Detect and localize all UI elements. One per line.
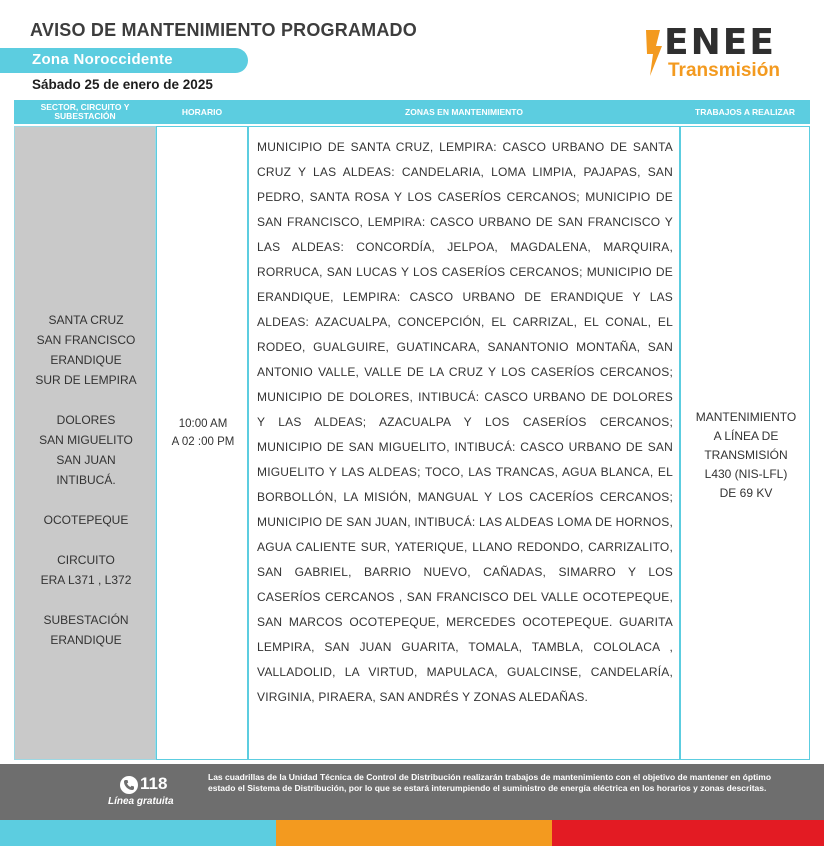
sector-gap (15, 590, 157, 610)
cell-zonas (248, 126, 680, 760)
phone-label: Línea gratuita (108, 796, 174, 807)
header-sector: SECTOR, CIRCUITO Y SUBESTACIÓN (40, 102, 130, 121)
sector-line: ERANDIQUE (50, 633, 122, 647)
date-label: Sábado 25 de enero de 2025 (32, 77, 213, 92)
sector-line: SANTA CRUZ (48, 313, 124, 327)
trabajos-text (681, 408, 811, 503)
trabajos-line: L430 (NIS-LFL) (704, 467, 788, 481)
sector-line: OCOTEPEQUE (43, 513, 129, 527)
sector-gap (15, 390, 157, 410)
trabajos-line: DE 69 KV (719, 486, 773, 500)
sector-line: SAN FRANCISCO (36, 333, 136, 347)
footer-notice: Las cuadrillas de la Unidad Técnica de Control de Distribución realizarán trabajos de mantenimiento con el objetivo de mantener en óptimo estado el Sistema de Distribución, por lo que se estará interumpiendo el suministro de energía eléctrica en los horarios y zonas descritas. (208, 772, 772, 793)
table-row (14, 126, 810, 760)
phone-icon (120, 776, 138, 794)
trabajos-line: A LÍNEA DE (713, 429, 779, 443)
logo-name: ENEE (664, 22, 776, 63)
stripe-cyan (0, 820, 276, 846)
header-zonas: ZONAS EN MANTENIMIENTO (405, 106, 523, 117)
sector-gap (15, 530, 157, 550)
sector-list (15, 310, 157, 650)
sector-line: SUR DE LEMPIRA (35, 373, 137, 387)
sector-line: SAN JUAN (56, 453, 116, 467)
sector-gap (15, 490, 157, 510)
phone-block (108, 774, 188, 814)
sector-line: SAN MIGUELITO (39, 433, 133, 447)
zonas-text: MUNICIPIO DE SANTA CRUZ, LEMPIRA: CASCO URBANO DE SANTA CRUZ Y LAS ALDEAS: CANDELARIA, LOMA LIMPIA, PAJAPAS, SAN PEDRO, SANTA ROSA Y LOS CASERÍOS CERCANOS; MUNICIPIO DE SAN FRANCISCO, LEMPIRA: CASCO URBANO DE SAN FRANCISCO Y LAS ALDEAS: CONCORDÍA, JELPOA, MAGDALENA, MARQUIRA, RORRUCA, SAN LUCAS Y LOS CASERÍOS CERCANOS; MUNICIPIO DE ERANDIQUE, LEMPIRA: CASCO URBANO DE ERANDIQUE Y LAS ALDEAS: AZACUALPA, CONCEPCIÓN, EL CARRIZAL, EL CONAL, EL RODEO, GUALGUIRE, GUATINCARA, SANANTONIO MONTAÑA, SAN ANTONIO VALLE, VALLE DE LA CRUZ Y LOS CASERÍOS CERCANOS; MUNICIPIO DE DOLORES, INTIBUCÁ: CASCO URBANO DE DOLORES Y LAS ALDEAS; AZACUALPA Y LOS CASERÍOS CERCANOS; MUNICIPIO DE SAN MIGUELITO, INTIBUCÁ: CASCO URBANO DE SAN MIGUELITO Y LAS ALDEAS; TOCO, LAS TRANCAS, AGUA BLANCA, EL BORBOLLÓN, LA MISIÓN, MANGUAL Y LOS CACERÍOS CERCANOS; MUNICIPIO DE SAN JUAN, INTIBUCÁ: LAS ALDEAS LOMA DE HORNOS, AGUA CALIENTE SUR, YATERIQUE, LLANO REDONDO, CARRIZALITO, SAN GABRIEL, BARRIO NUEVO, CAÑADAS, SIMARRO Y LOS CASERÍOS CERCANOS , SAN FRANCISCO DEL VALLE OCOTEPEQUE, SAN MARCOS OCOTEPEQUE, MERCEDES OCOTEPEQUE. GUARITA LEMPIRA, SAN JUAN GUARITA, TOMALA, TAMBLA, COLOLACA , VALLADOLID, LA VIRTUD, MAPULACA, GUALCINSE, CANDELARÍA, VIRGINIA, PIRAERA, SAN ANDRÉS Y ZONAS ALEDAÑAS. (257, 140, 673, 704)
cell-sector (14, 126, 156, 760)
table-header (14, 100, 810, 124)
sector-line: DOLORES (56, 413, 116, 427)
logo-subtitle: Transmisión (668, 60, 780, 81)
enee-logo (644, 22, 808, 86)
horario-start: 10:00 AM (178, 418, 228, 430)
maintenance-table (14, 100, 810, 760)
zone-label: Zona Noroccidente (32, 51, 173, 68)
stripe-red (552, 820, 824, 846)
phone-number: 118 (140, 774, 168, 793)
sector-line: ERANDIQUE (50, 353, 122, 367)
stripe-orange (276, 820, 552, 846)
enee-bolt-icon (644, 28, 664, 78)
page-title: AVISO DE MANTENIMIENTO PROGRAMADO (30, 20, 417, 40)
trabajos-line: TRANSMISIÓN (704, 448, 788, 462)
footer-bar (0, 764, 824, 820)
trabajos-line: MANTENIMIENTO (695, 410, 797, 424)
cell-trabajos (680, 126, 810, 760)
sector-line: CIRCUITO (57, 553, 115, 567)
horario-text (157, 415, 249, 451)
header-horario: HORARIO (181, 106, 223, 117)
sector-line: INTIBUCÁ. (56, 473, 116, 487)
sector-line: SUBESTACIÓN (43, 613, 129, 627)
zone-banner (0, 48, 248, 73)
horario-end: A 02 :00 PM (171, 436, 235, 448)
sector-line: ERA L371 , L372 (40, 573, 132, 587)
cell-horario (156, 126, 248, 760)
header-trabajos: TRABAJOS A REALIZAR (695, 106, 795, 117)
